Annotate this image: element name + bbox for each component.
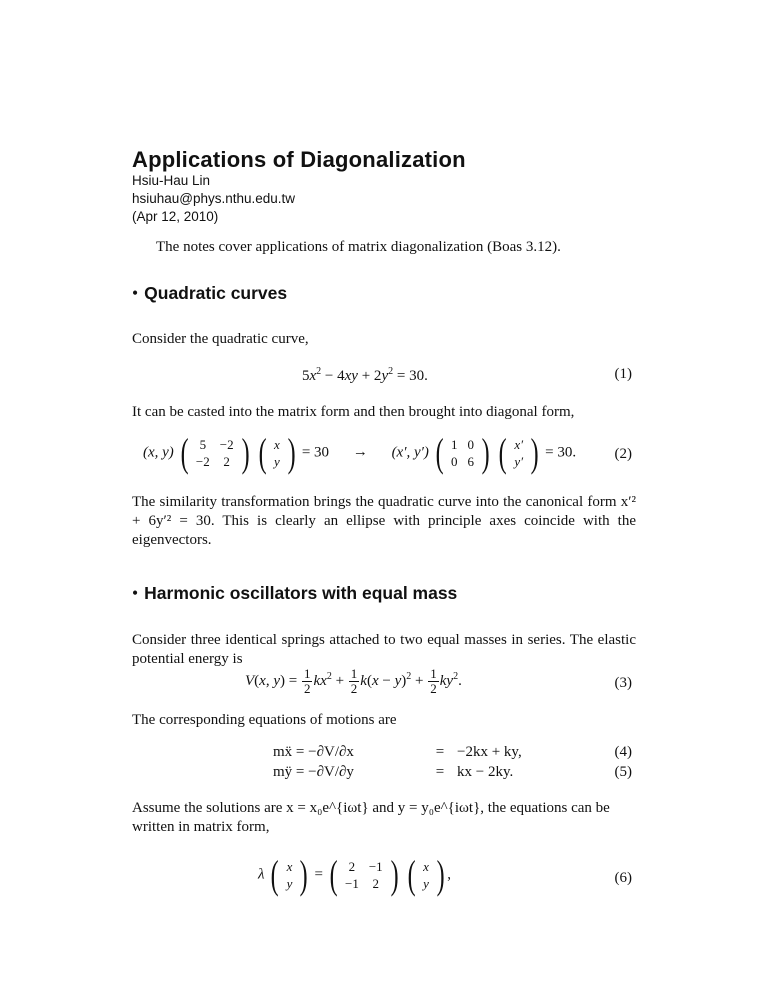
equation-number: (4) — [614, 744, 632, 760]
column-vector: ( x y ) — [407, 852, 445, 897]
column-vector: ( x y ) — [258, 430, 296, 475]
column-vector-prime: ( x′ y′ ) — [498, 430, 539, 475]
section-heading-harmonic-oscillators — [132, 583, 457, 604]
equation-number: (6) — [614, 870, 632, 886]
bullet-icon: • — [132, 283, 139, 303]
paragraph: Assume the solutions are x = x₀e^{iωt} and y = y₀e^{iωt}, the equations can be — [132, 800, 610, 816]
equation-4: mẍ = −∂V/∂x = −2kx + ky, — [273, 744, 522, 760]
equation-number: (5) — [614, 764, 632, 780]
paragraph: It can be casted into the matrix form and then brought into diagonal form, — [132, 404, 575, 420]
row-vector-prime: (x′, y′) — [391, 444, 429, 461]
abstract: The notes cover applications of matrix diagonalization (Boas 3.12). — [156, 239, 561, 255]
matrix: ( 2 −1 −1 2 ) — [329, 852, 399, 897]
arrow-icon: → — [352, 444, 368, 461]
section-title: Harmonic oscillators with equal mass — [144, 583, 458, 603]
equation-6: λ ( x y ) = ( 2 −1 −1 2 ) ( x y ) , — [258, 852, 451, 897]
equation-1: $5x^2 - 4xy + 2y^2 = 30$. — [302, 366, 428, 384]
equation-2: (x, y) ( 5 −2 −2 2 ) ( x y ) = 30 → (x′, y′) ( 1 0 0 6 ) ( x′ y′ ) = 30. — [143, 430, 577, 475]
date: (Apr 12, 2010) — [132, 209, 219, 224]
paragraph: The corresponding equations of motions are — [132, 712, 397, 728]
author-name: Hsiu-Hau Lin — [132, 173, 211, 188]
paragraph: The similarity transformation brings the quadratic curve into the canonical form x′² + 6y′² = 30. This is clearly an ellipse with principle axes coincide with the eigenvectors. — [132, 494, 636, 548]
bullet-icon: • — [132, 583, 139, 603]
row-vector: (x, y) — [143, 444, 174, 461]
section-title: Quadratic curves — [144, 283, 288, 303]
equation-5: mÿ = −∂V/∂y = kx − 2ky. — [273, 764, 514, 780]
equation-number: (3) — [614, 675, 632, 691]
section-heading-quadratic-curves — [132, 283, 287, 304]
equation-number: (1) — [614, 366, 632, 382]
paragraph: Consider the quadratic curve, — [132, 331, 309, 347]
column-vector: ( x y ) — [270, 852, 309, 897]
matrix: ( 5 −2 −2 2 ) — [180, 430, 250, 475]
diagonal-matrix: ( 1 0 0 6 ) — [435, 430, 490, 475]
paragraph: written in matrix form, — [132, 819, 270, 835]
equation-3: V(x, y) = $\frac{1}{2}$ $kx^2$ + $\frac{1}{2}$ $k(x - y)^2$ + $\frac{1}{2}$ $ky^2$. — [245, 666, 462, 696]
author-email: hsiuhau@phys.nthu.edu.tw — [132, 191, 296, 206]
equation-number: (2) — [614, 446, 632, 462]
page-title: Applications of Diagonalization — [132, 147, 466, 172]
paragraph: Consider three identical springs attached to two equal masses in series. The elastic potential energy is — [132, 632, 636, 667]
